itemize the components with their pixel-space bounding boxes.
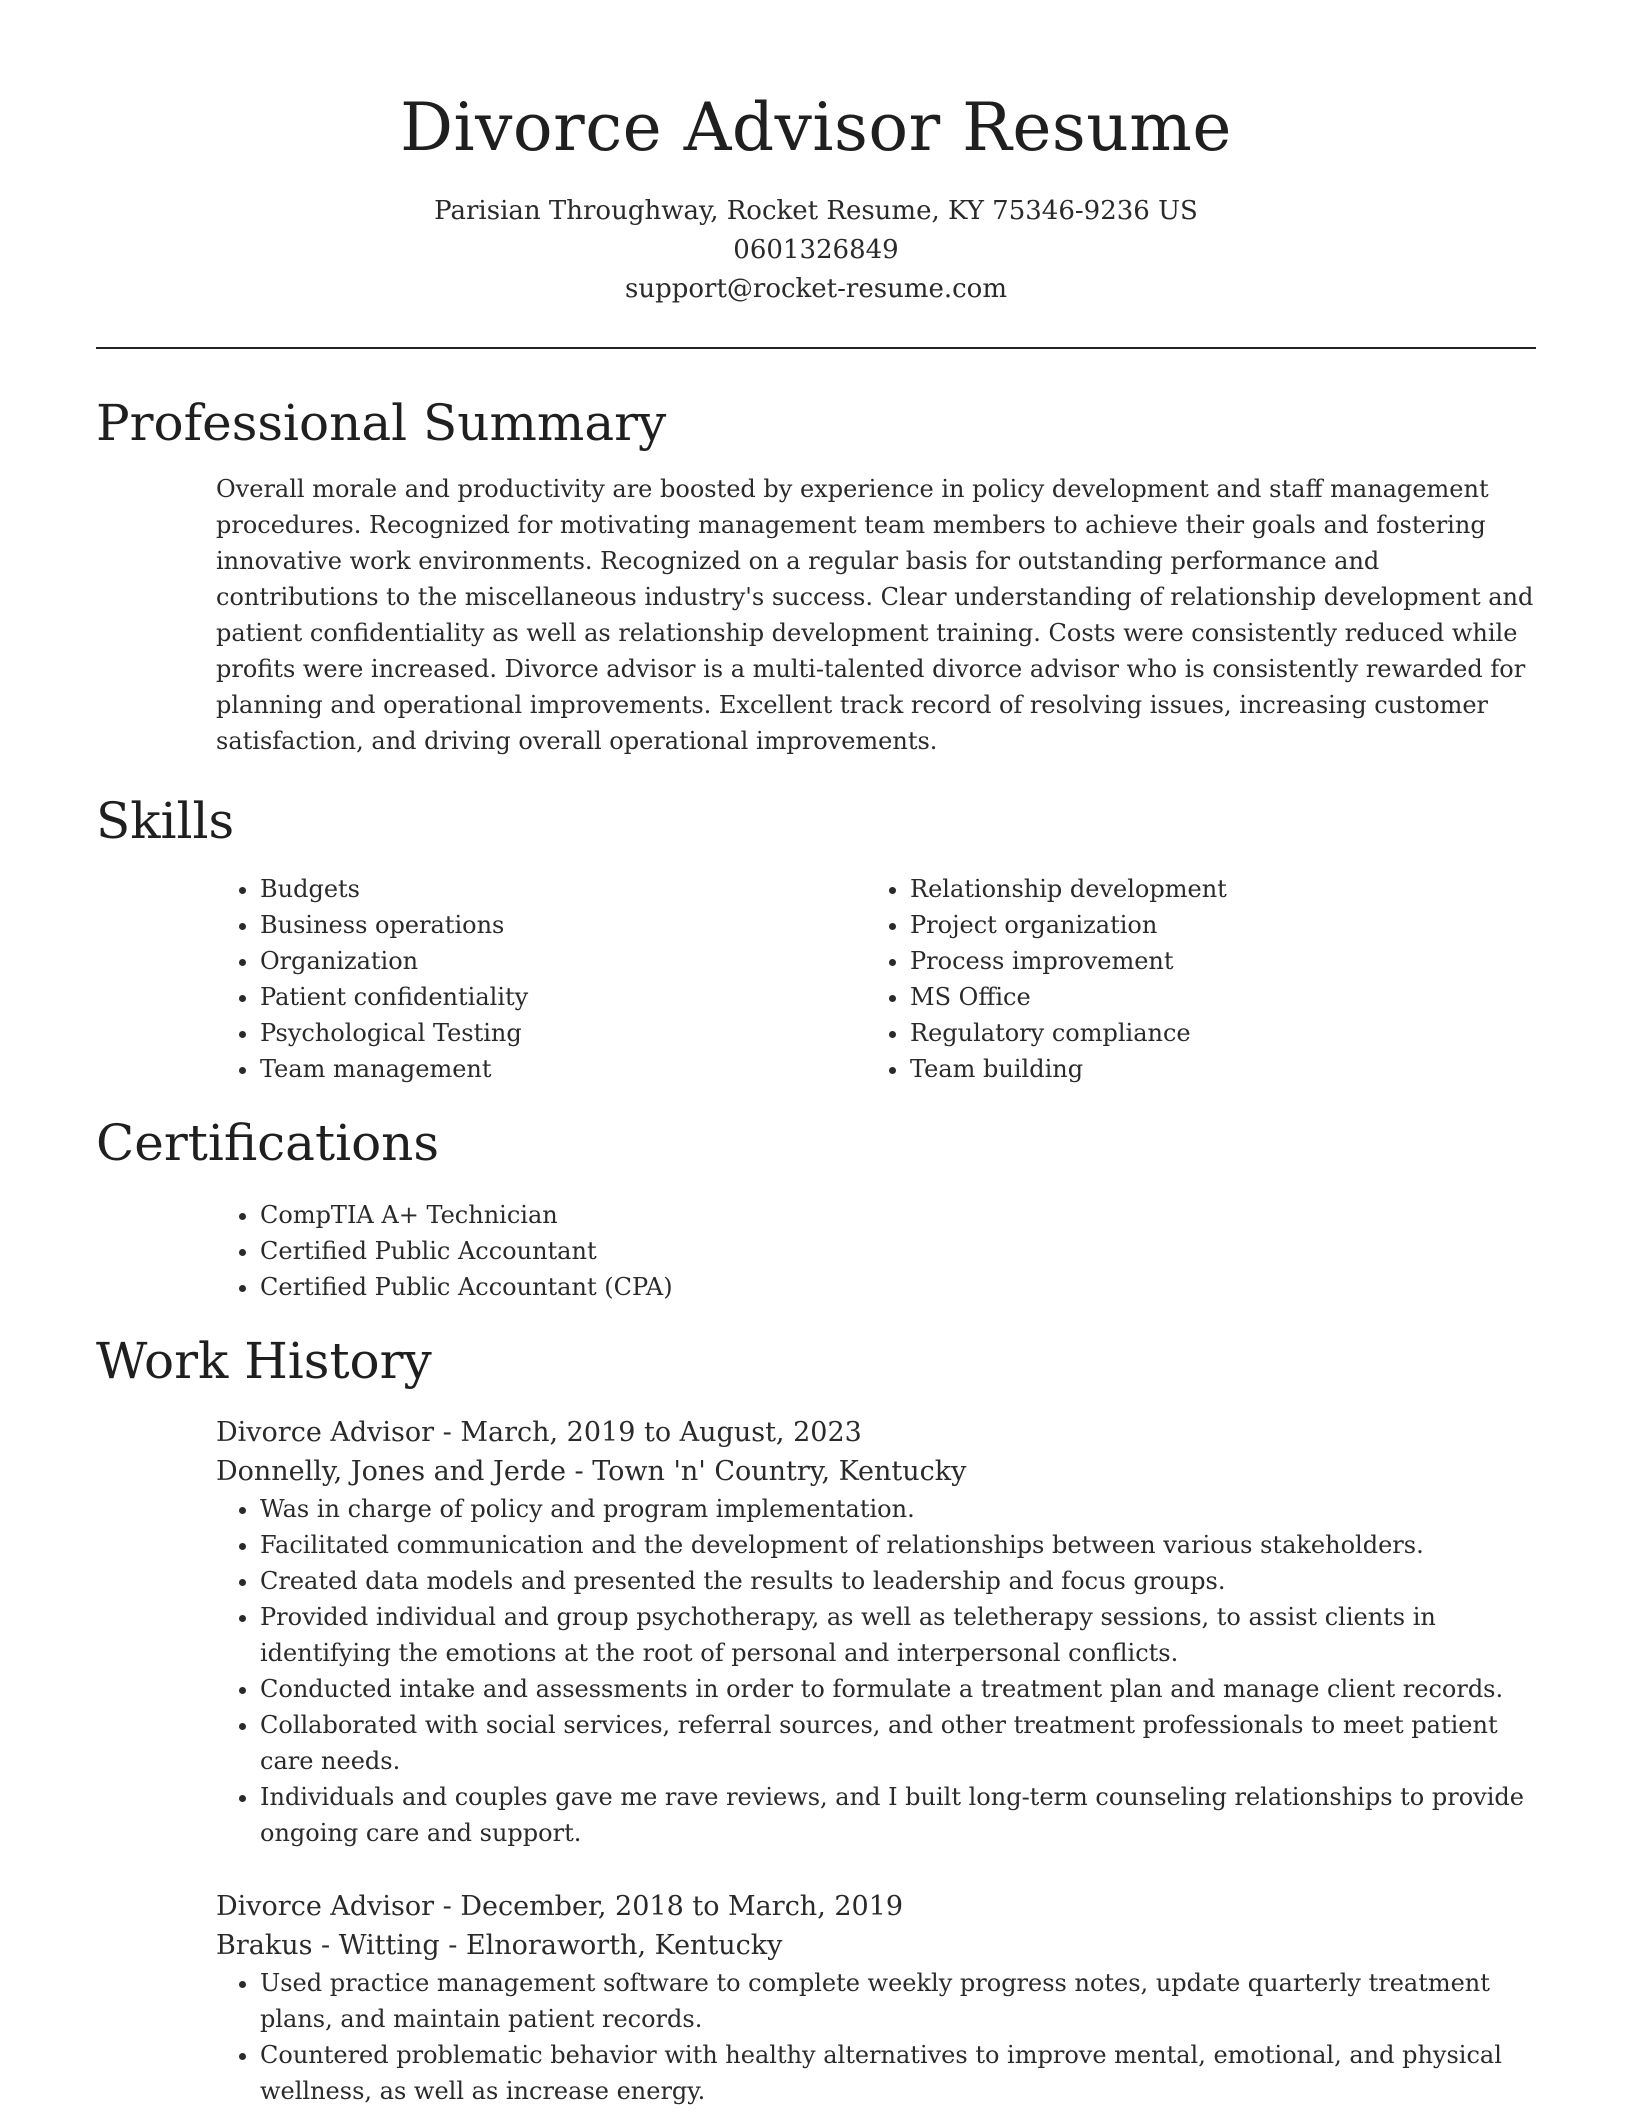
job-entry — [216, 1413, 1536, 1851]
skills-column-right — [866, 871, 1516, 1087]
certification-item: • Certified Public Accountant — [260, 1233, 1536, 1269]
certification-item: • Certified Public Accountant (CPA) — [260, 1269, 1536, 1305]
skills-column-left — [216, 871, 866, 1087]
contact-address: Parisian Throughway, Rocket Resume, KY 75346-9236 US — [434, 196, 1198, 226]
header-divider — [96, 347, 1536, 349]
skill-item: • Relationship development — [910, 871, 1516, 907]
skill-item: • Regulatory compliance — [910, 1015, 1516, 1051]
job-bullet: • Facilitated communication and the development of relationships between various stakeholders. — [260, 1527, 1536, 1563]
job-bullet: • Conducted intake and assessments in order to formulate a treatment plan and manage client records. — [260, 1671, 1536, 1707]
job-bullet: • Countered problematic behavior with healthy alternatives to improve mental, emotional, and physical wellness, as well as increase energy. — [260, 2037, 1536, 2109]
job-bullet: • Collaborated with social services, referral sources, and other treatment professionals to meet patient care needs. — [260, 1707, 1536, 1779]
work-history-heading: Work History — [96, 1332, 432, 1390]
skill-item: • Business operations — [260, 907, 866, 943]
resume-title: Divorce Advisor Resume — [400, 89, 1232, 166]
certifications-list — [216, 1197, 1536, 1305]
contact-phone: 0601326849 — [733, 235, 899, 265]
job-bullet: • Used practice management software to complete weekly progress notes, update quarterly treatment plans, and maintain patient records. — [260, 1965, 1536, 2037]
job-title-line: Divorce Advisor - December, 2018 to March, 2019 — [216, 1891, 904, 1922]
skill-item: • Process improvement — [910, 943, 1516, 979]
summary-text: Overall morale and productivity are boosted by experience in policy development and staff management procedures. Recognized for motivating management team members to achieve their goals and fostering innovative work environments. Recognized on a regular basis for outstanding performance and contributions to the miscellaneous industry's success. Clear understanding of relationship development and patient confidentiality as well as relationship development training. Costs were consistently reduced while profits were increased. Divorce advisor is a multi-talented divorce advisor who is consistently rewarded for planning and operational improvements. Excellent track record of resolving issues, increasing customer satisfaction, and driving overall operational improvements. — [216, 475, 1534, 755]
skill-item: • Budgets — [260, 871, 866, 907]
summary-heading: Professional Summary — [96, 394, 667, 452]
skill-item: • Team building — [910, 1051, 1516, 1087]
job-bullets — [216, 1491, 1536, 1851]
skill-item: • Project organization — [910, 907, 1516, 943]
certifications-heading: Certifications — [96, 1114, 440, 1172]
contact-info — [96, 192, 1536, 309]
job-bullet: • Provided individual and group psychotherapy, as well as teletherapy sessions, to assist clients in identifying the emotions at the root of personal and interpersonal conflicts. — [260, 1599, 1536, 1671]
job-company-line: Brakus - Witting - Elnoraworth, Kentucky — [216, 1930, 783, 1961]
skill-item: • Patient confidentiality — [260, 979, 866, 1015]
skills-heading: Skills — [96, 792, 235, 850]
job-company-line: Donnelly, Jones and Jerde - Town 'n' Country, Kentucky — [216, 1456, 967, 1487]
resume-page — [96, 0, 1536, 2109]
skills-list — [216, 871, 1536, 1087]
job-entry — [216, 1887, 1536, 2109]
certification-item: • CompTIA A+ Technician — [260, 1197, 1536, 1233]
skill-item: • Psychological Testing — [260, 1015, 866, 1051]
skill-item: • Organization — [260, 943, 866, 979]
skill-item: • Team management — [260, 1051, 866, 1087]
job-title-line: Divorce Advisor - March, 2019 to August, 2023 — [216, 1417, 862, 1448]
job-bullet: • Was in charge of policy and program implementation. — [260, 1491, 1536, 1527]
skill-item: • MS Office — [910, 979, 1516, 1015]
job-bullet: • Individuals and couples gave me rave reviews, and I built long-term counseling relationships to provide ongoing care and support. — [260, 1779, 1536, 1851]
contact-email: support@rocket-resume.com — [624, 274, 1007, 304]
job-bullets — [216, 1965, 1536, 2109]
job-bullet: • Created data models and presented the results to leadership and focus groups. — [260, 1563, 1536, 1599]
